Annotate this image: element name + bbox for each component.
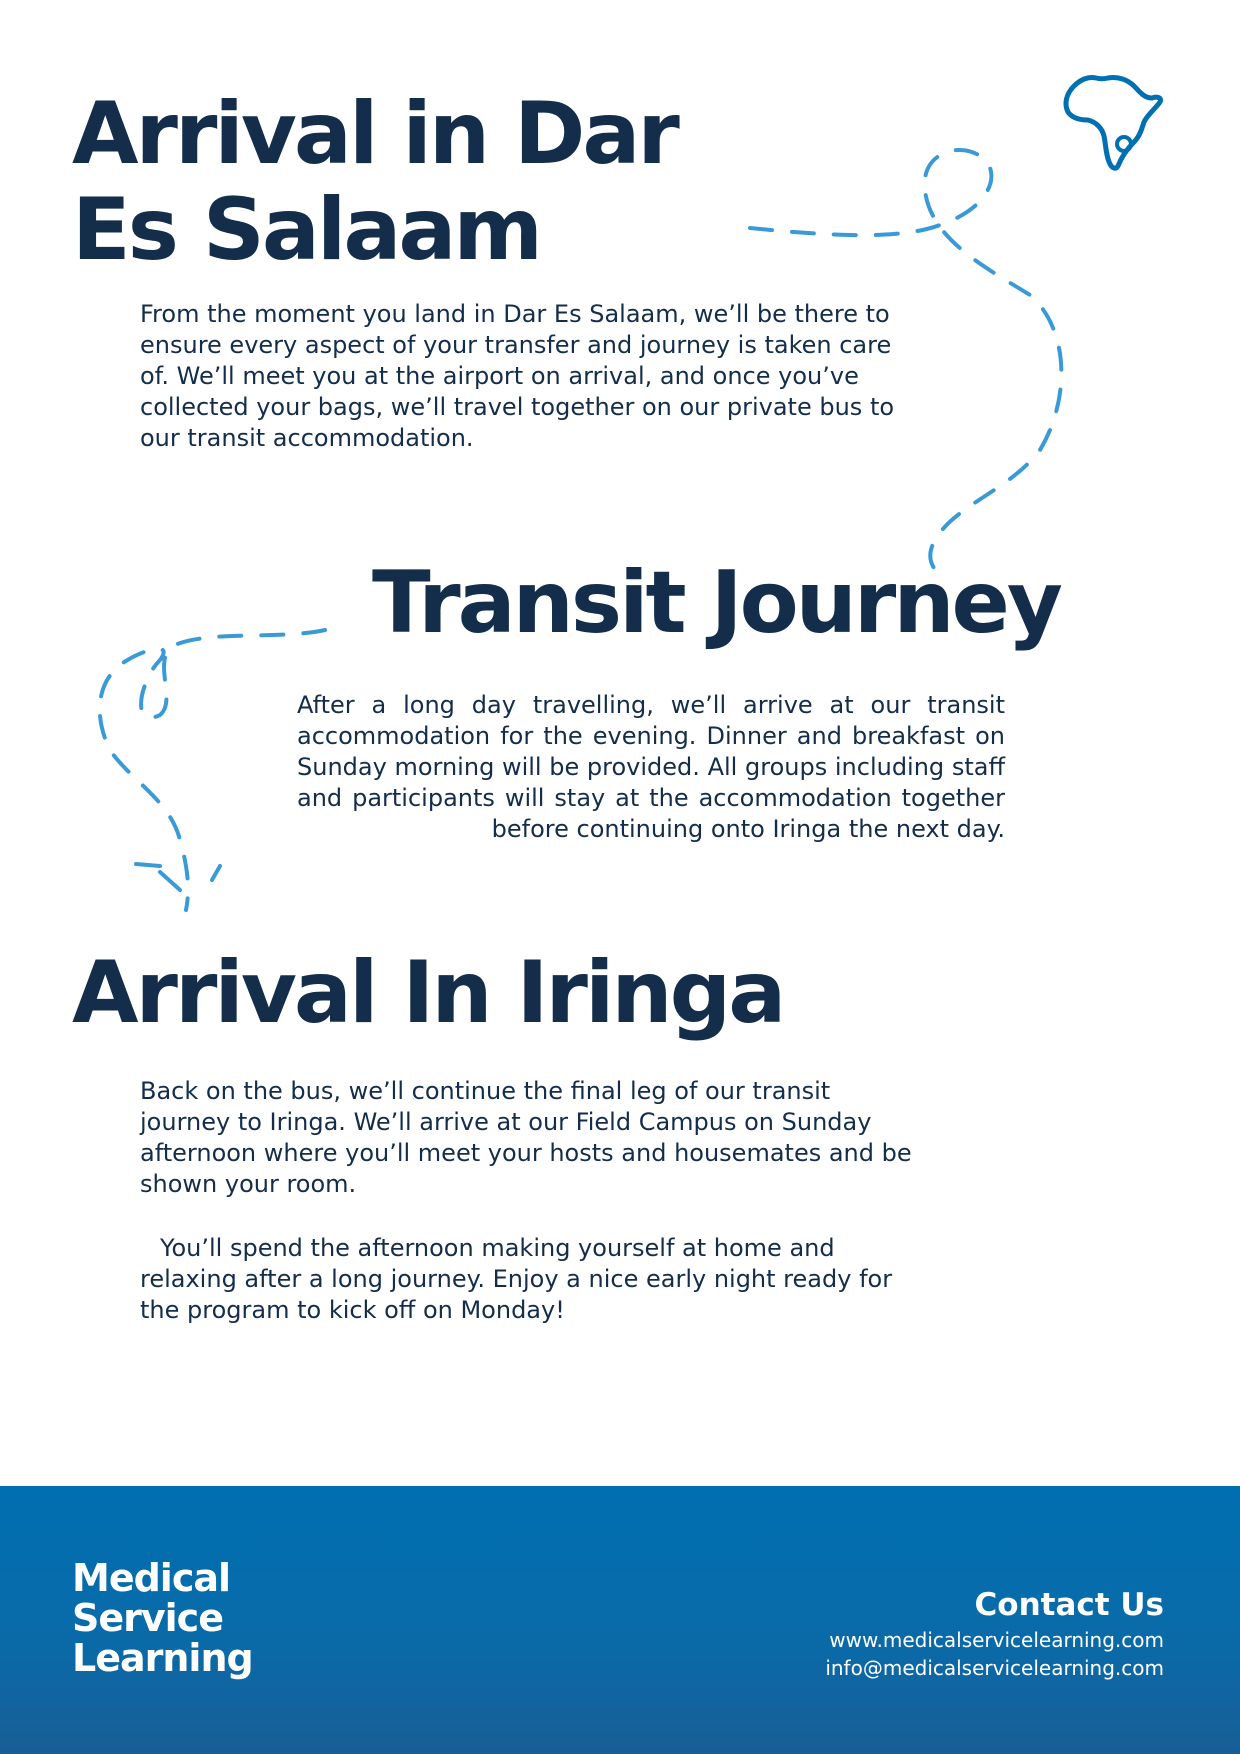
logo-line: Medical xyxy=(72,1556,231,1600)
section-body-arrival-iringa-2: You’ll spend the afternoon making yourself at home and relaxing after a long journey. Enjoy a nice early night ready for the program to kick off on Monday! xyxy=(140,1234,893,1324)
brand-logo[interactable] xyxy=(72,1558,253,1678)
logo-line: Learning xyxy=(72,1636,253,1680)
section-title-transit-journey: Transit Journey xyxy=(372,553,1060,653)
website-link[interactable]: www.medicalservicelearning.com xyxy=(829,1628,1164,1652)
section-title-arrival-dar: Arrival in Dar Es Salaam xyxy=(72,84,677,280)
logo-line: Service xyxy=(72,1596,223,1640)
contact-block xyxy=(825,1586,1164,1682)
contact-title: Contact Us xyxy=(974,1587,1164,1623)
section-body-arrival-iringa: Back on the bus, we’ll continue the final leg of our transit journey to Iringa. We’ll arrive at our Field Campus on Sunday afternoon where you’ll meet your hosts and housemates and be shown your room. xyxy=(140,1077,912,1198)
section-title-arrival-iringa: Arrival In Iringa xyxy=(72,943,784,1043)
email-link[interactable]: info@medicalservicelearning.com xyxy=(825,1656,1164,1680)
section-body-arrival-dar: From the moment you land in Dar Es Salaam, we’ll be there to ensure every aspect of your transfer and journey is taken care of. We’ll meet you at the airport on arrival, and once you’ve collected your bags, we’ll travel together on our private bus to our transit accommodation. xyxy=(140,300,895,452)
section-body-transit-journey: After a long day travelling, we’ll arrive at our transit accommodation for the evening. Dinner and breakfast on Sunday morning will be provided. All groups including staff and participants will stay at the accommodation together before continuing onto Iringa the next day. xyxy=(297,691,1005,843)
africa-outline-icon xyxy=(1058,70,1168,180)
footer xyxy=(0,1486,1240,1754)
